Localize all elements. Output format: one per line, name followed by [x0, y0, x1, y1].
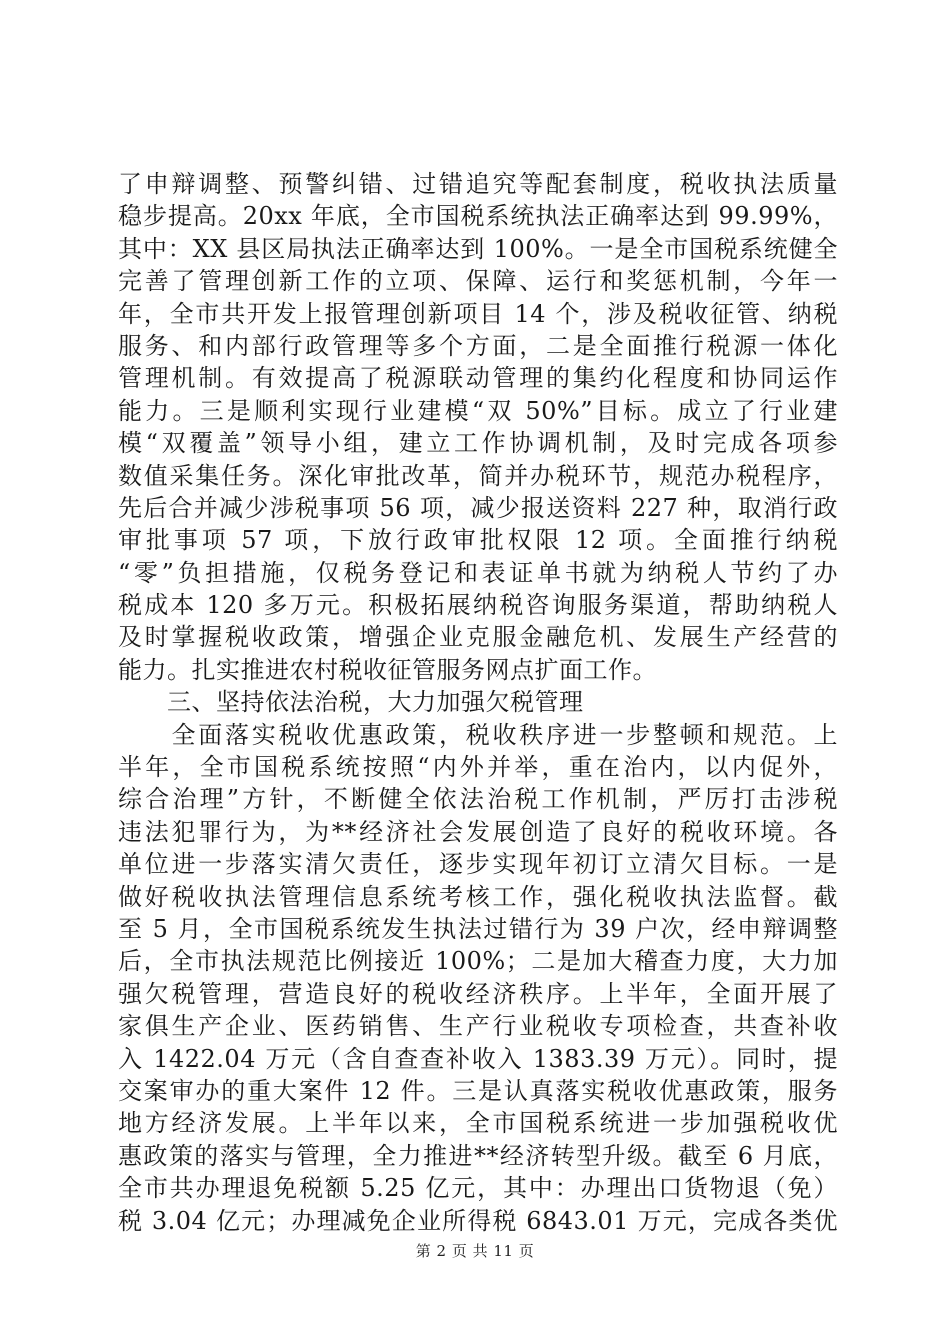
text-line: 稳步提高。20xx 年底，全市国税系统执法正确率达到 99.99%， [118, 202, 838, 231]
text-line: 能力。三是顺利实现行业建模“双 50%”目标。成立了行业建 [118, 396, 838, 425]
body-text [118, 168, 838, 1237]
text-line: 单位进一步落实清欠责任，逐步实现年初订立清欠目标。一是 [118, 850, 838, 879]
text-line: 年，全市共开发上报管理创新项目 14 个，涉及税收征管、纳税 [118, 299, 838, 328]
text-line: 至 5 月，全市国税系统发生执法过错行为 39 户次，经申辩调整 [118, 914, 838, 943]
text-line: 税成本 120 多万元。积极拓展纳税咨询服务渠道，帮助纳税人 [118, 591, 838, 620]
text-line: 税 3.04 亿元；办理减免企业所得税 6843.01 万元，完成各类优 [118, 1206, 838, 1235]
text-line: 半年，全市国税系统按照“内外并举，重在治内，以内促外， [118, 753, 838, 782]
text-line: 先后合并减少涉税事项 56 项，减少报送资料 227 种，取消行政 [118, 493, 838, 522]
text-line: 强欠税管理，营造良好的税收经济秩序。上半年，全面开展了 [118, 979, 838, 1008]
text-line: 审批事项 57 项，下放行政审批权限 12 项。全面推行纳税 [118, 526, 838, 555]
text-line: 地方经济发展。上半年以来，全市国税系统进一步加强税收优 [118, 1109, 838, 1138]
page-footer: 第 2 页 共 11 页 [415, 1242, 535, 1260]
text-line: 管理机制。有效提高了税源联动管理的集约化程度和协同运作 [118, 364, 838, 393]
text-line: 其中：XX 县区局执法正确率达到 100%。一是全市国税系统健全 [118, 234, 838, 263]
text-line: 交案审办的重大案件 12 件。三是认真落实税收优惠政策，服务 [118, 1076, 838, 1105]
text-line: 服务、和内部行政管理等多个方面，二是全面推行税源一体化 [118, 331, 838, 360]
text-line: 违法犯罪行为，为**经济社会发展创造了良好的税收环境。各 [118, 817, 838, 846]
text-line: 能力。扎实推进农村税收征管服务网点扩面工作。 [118, 655, 657, 684]
text-line: “零”负担措施，仅税务登记和表证单书就为纳税人节约了办 [118, 558, 838, 587]
text-line: 及时掌握税收政策，增强企业克服金融危机、发展生产经营的 [118, 623, 838, 652]
text-line: 后，全市执法规范比例接近 100%；二是加大稽查力度，大力加 [118, 947, 838, 976]
text-line: 综合治理”方针，不断健全依法治税工作机制，严厉打击涉税 [118, 785, 838, 814]
text-line: 了申辩调整、预警纠错、过错追究等配套制度，税收执法质量 [118, 170, 838, 198]
section-heading: 三、坚持依法治税，大力加强欠税管理 [118, 688, 584, 717]
text-line: 模“双覆盖”领导小组，建立工作协调机制，及时完成各项参 [118, 429, 838, 458]
text-line: 做好税收执法管理信息系统考核工作，强化税收执法监督。截 [118, 882, 838, 911]
text-line: 全面落实税收优惠政策，税收秩序进一步整顿和规范。上 [118, 720, 838, 749]
text-line: 完善了管理创新工作的立项、保障、运行和奖惩机制，今年一 [118, 267, 838, 296]
text-line: 惠政策的落实与管理，全力推进**经济转型升级。截至 6 月底， [118, 1141, 838, 1170]
text-line: 数值采集任务。深化审批改革，简并办税环节，规范办税程序， [118, 461, 838, 490]
text-line: 入 1422.04 万元（含自查查补收入 1383.39 万元）。同时，提 [118, 1044, 838, 1073]
text-line: 家俱生产企业、医药销售、生产行业税收专项检查，共查补收 [118, 1012, 838, 1041]
text-line: 全市共办理退免税额 5.25 亿元，其中：办理出口货物退（免） [118, 1174, 838, 1203]
